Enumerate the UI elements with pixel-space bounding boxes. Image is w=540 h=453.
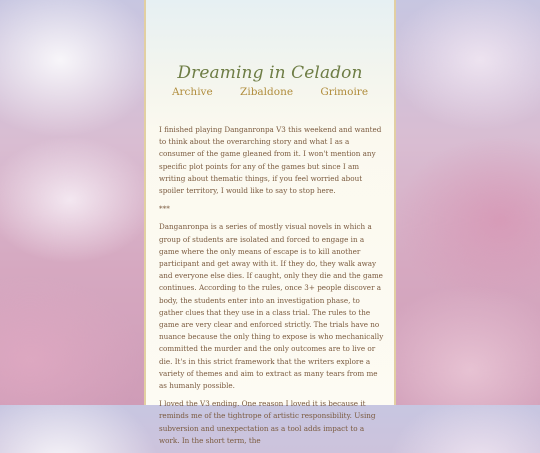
post-body (159, 124, 385, 453)
site-title[interactable]: Dreaming in Celadon (177, 63, 363, 83)
page-column (144, 0, 396, 445)
post-paragraph-intro: I finished playing Danganronpa V3 this weekend and wanted to think about the overarching story and what I as a consumer of the game gleaned from it. I won't mention any specific plot points for any of the games but since I am writing about thematic things, if you feel worried about spoiler territory, I would like to say to stop here. (159, 125, 382, 196)
post-paragraph-ending: I loved the V3 ending. One reason I loved it is because it reminds me of the tightrope of artistic responsibility. Using subversion and unexpectation as a tool adds impact to a work. In the short term, the (159, 399, 376, 445)
post-separator: *** (159, 204, 170, 214)
nav-link-grimoire[interactable]: Grimoire (320, 86, 369, 98)
nav-link-archive[interactable]: Archive (171, 86, 213, 98)
nav-link-zibaldone[interactable]: Zibaldone (240, 86, 294, 98)
main-nav (146, 86, 394, 98)
post-paragraph-summary: Danganronpa is a series of mostly visual novels in which a group of students are isolated and forced to engage in a game where the only means of escape is to kill another participant and get away with it. If they do, they walk away and everyone else dies. If caught, only they die and the game continues. According to the rules, once 3+ people discover a body, the students enter into an investigation phase, to gather clues that they use in a class trial. The rules to the game are very clear and enforced strictly. The trials have no nuance because the only thing to expose is who mechanically committed the murder and the only outcomes are to live or die. It's in this strict framework that the writers explore a variety of themes and aim to extract as many tears from me as humanly possible. (159, 222, 384, 391)
